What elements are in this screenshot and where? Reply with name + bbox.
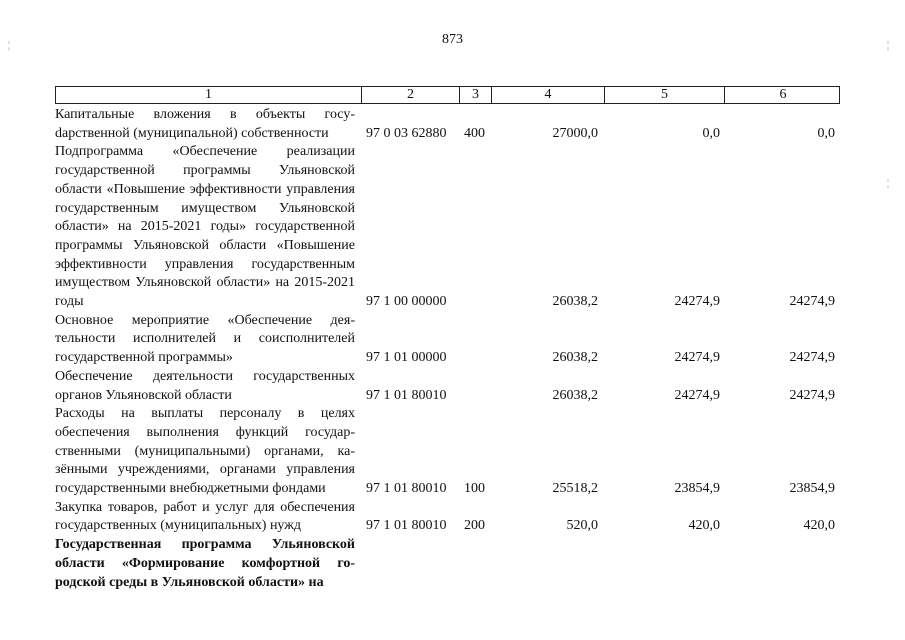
table-row [55,106,840,143]
budget-table [55,86,840,592]
column-header-6: 6 [779,87,787,102]
row-value-col4: 26038,2 [552,387,598,403]
row-code: 97 0 03 62880 [366,125,447,141]
row-value-col6: 24274,9 [789,387,835,403]
column-header-4: 4 [492,87,605,103]
row-value-col6: 24274,9 [789,294,835,310]
row-description: Закупка товаров, работ и услуг для обеспечения государственных (муниципальных) нужд [55,499,355,534]
row-description: Капитальные вложения в объекты госуdарственной (муниципальной) собственности [55,107,355,141]
table-row [55,312,840,368]
column-header-2: 2 [362,87,460,103]
table-row [55,368,840,405]
table-row [55,536,840,592]
row-value-col4: 26038,2 [552,350,598,366]
column-header-3: 3 [460,87,492,103]
row-expense-type: 200 [464,518,485,534]
row-value-col4: 27000,0 [552,125,598,141]
row-description: Государственная программа Ульяновской области «Формирование комфортной городской среды в Ульяновской области» на [55,537,355,590]
row-value-col5: 24274,9 [674,387,720,403]
row-value-col6: 23854,9 [789,481,835,497]
row-code: 97 1 00 00000 [366,294,447,310]
row-code: 97 1 01 80010 [366,387,447,403]
column-header-1: 1 [56,87,362,103]
column-header-5: 5 [605,87,725,103]
row-description: Основное мероприятие «Обеспечение деятельности исполнителей и соисполнителей государственной программы» [55,312,355,366]
row-code: 97 1 01 00000 [366,350,447,366]
scan-mark: ¦ [887,178,890,189]
row-value-col6: 0,0 [817,125,835,141]
row-value-col5: 0,0 [702,125,720,141]
table-header-row [55,86,840,104]
row-description: Расходы на выплаты персоналу в целях обеспечения выполнения функций государственными (муниципальными) органами, казёнными учреждениями, органами управления государственными внебюджетными фондами [55,406,355,497]
scan-mark: ¦ [8,40,11,51]
row-description: Подпрограмма «Обеспечение реализации государственной программы Ульяновской области «Повышение эффективности управления государственным имуществом Ульяновской области» на 2015-2021 годы» государственной программы Ульяновской области «Повышение эффективности управления государственным имуществом Ульяновской области» на 2015-2021 годы [55,144,355,310]
page-number: 873 [442,32,463,47]
scan-mark: ¦ [887,40,890,51]
table-row [55,405,840,499]
row-value-col5: 420,0 [688,518,720,534]
row-value-col6: 420,0 [803,518,835,534]
row-value-col5: 23854,9 [674,481,720,497]
row-value-col6: 24274,9 [789,350,835,366]
row-value-col4: 25518,2 [552,481,598,497]
table-row [55,499,840,536]
row-code: 97 1 01 80010 [366,518,447,534]
row-expense-type: 100 [464,481,485,497]
row-value-col5: 24274,9 [674,350,720,366]
row-value-col5: 24274,9 [674,294,720,310]
row-value-col4: 520,0 [566,518,598,534]
row-expense-type: 400 [464,125,485,141]
table-body [55,106,840,592]
row-description: Обеспечение деятельности государственных органов Ульяновской области [55,368,355,403]
row-value-col4: 26038,2 [552,294,598,310]
table-row [55,143,840,311]
row-code: 97 1 01 80010 [366,481,447,497]
